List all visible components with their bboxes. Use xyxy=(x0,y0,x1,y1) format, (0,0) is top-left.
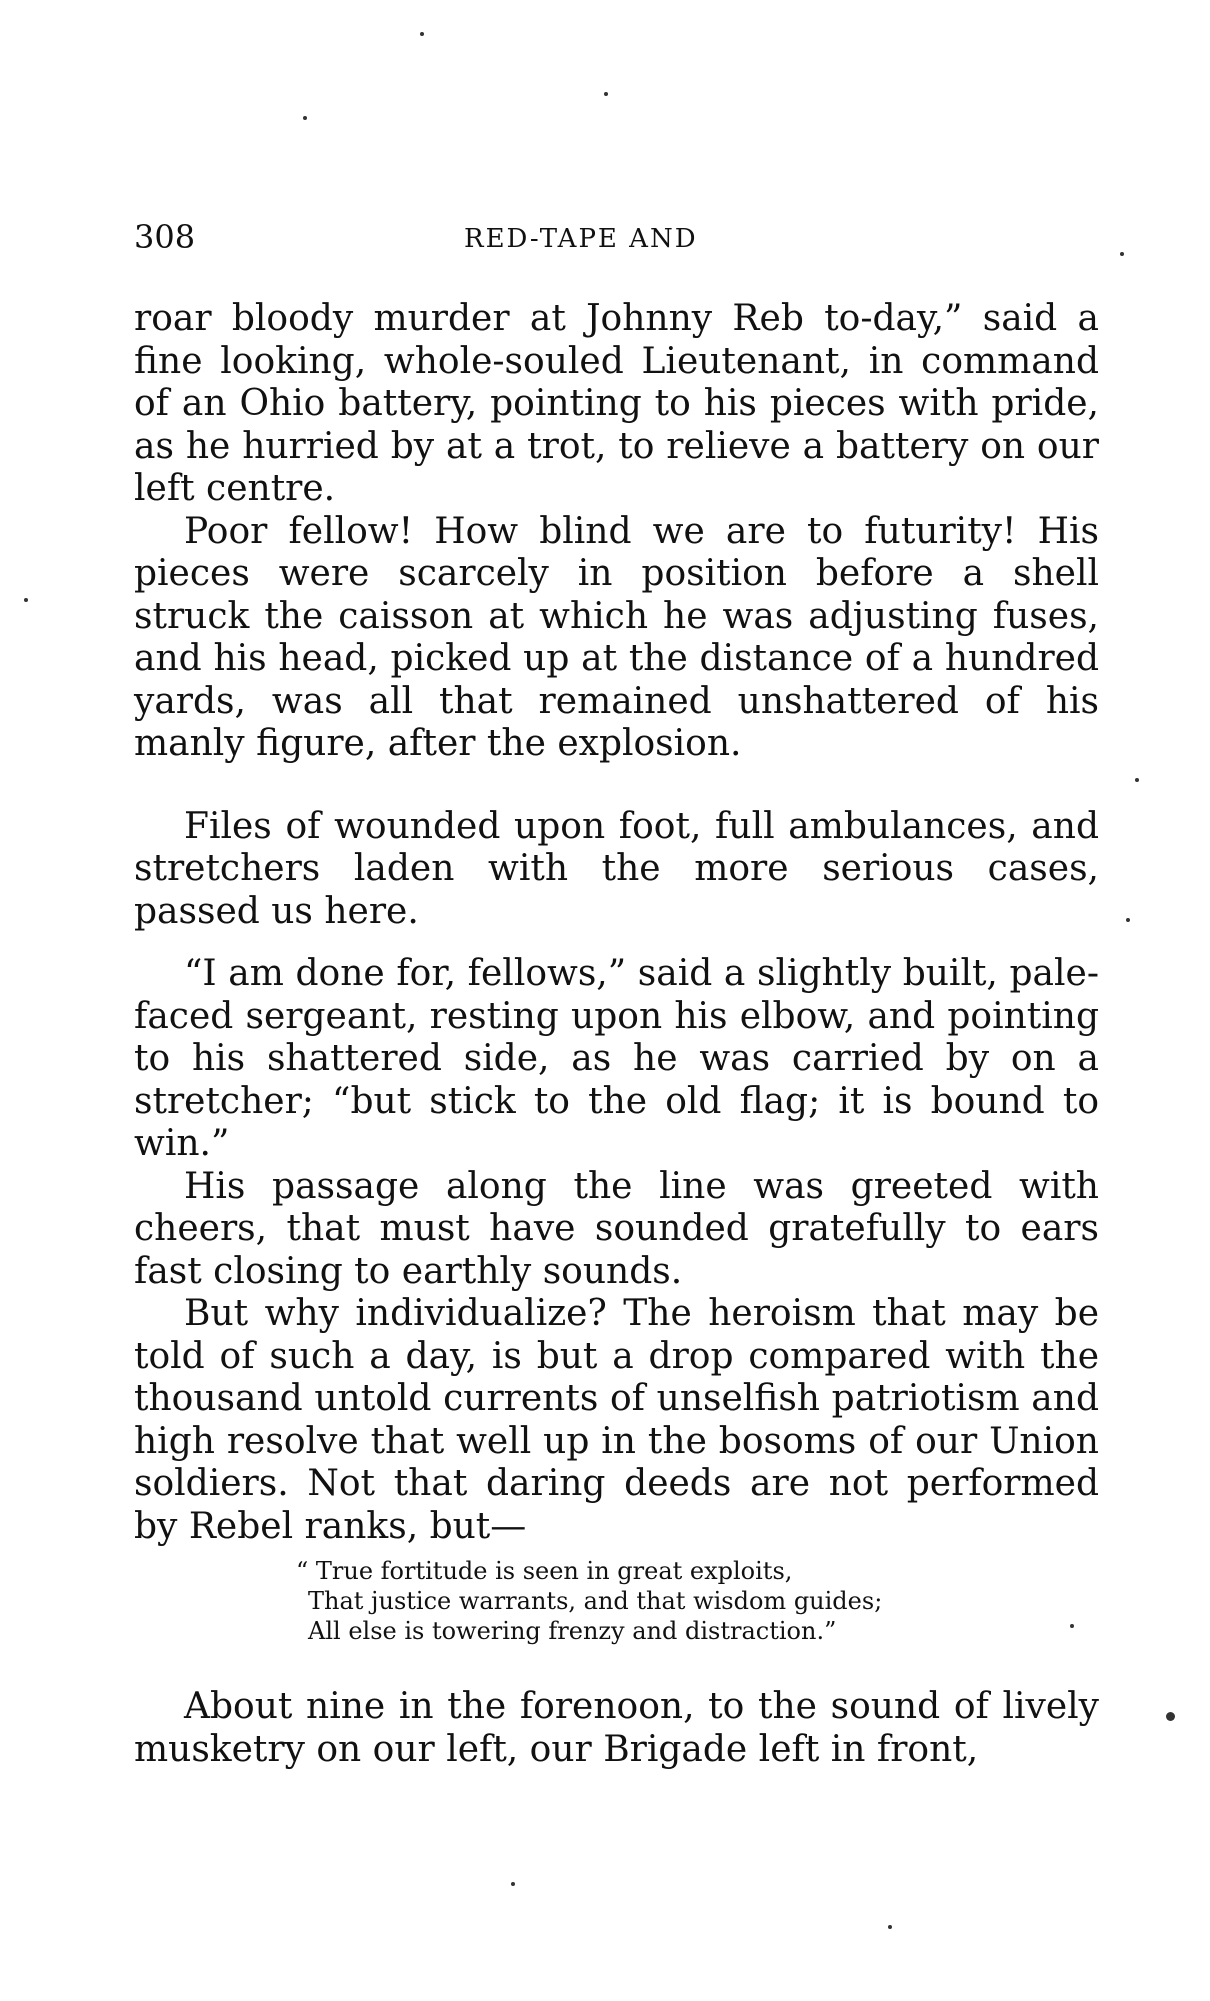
print-speck xyxy=(1070,1624,1074,1628)
quote-line-3: All else is towering frenzy and distraction.” xyxy=(308,1617,837,1645)
print-speck xyxy=(24,598,28,602)
paragraph-7: About nine in the forenoon, to the sound of lively musketry on our left, our Brigade left in front, xyxy=(134,1686,1099,1770)
print-speck xyxy=(1166,1712,1175,1721)
paragraph-6: But why individualize? The heroism that may be told of such a day, is but a drop compared with the thousand untold currents of unselfish patriotism and high resolve that well up in the bosoms of our Union soldiers. Not that daring deeds are not performed by Rebel ranks, but— xyxy=(134,1293,1099,1547)
verse-quote xyxy=(296,1556,1099,1646)
paragraph-5: His passage along the line was greeted with cheers, that must have sounded gratefully to ears fast closing to earthly sounds. xyxy=(134,1165,1099,1292)
quote-line-2: That justice warrants, and that wisdom guides; xyxy=(308,1587,883,1615)
paragraph-1: roar bloody murder at Johnny Reb to-day,” said a fine looking, whole-souled Lieutenant, in command of an Ohio battery, pointing to his pieces with pride, as he hurried by at a trot, to relieve a battery on our left centre. xyxy=(134,298,1099,509)
print-speck xyxy=(303,116,307,120)
print-speck xyxy=(420,32,424,36)
print-speck xyxy=(1135,778,1139,782)
quote-line-1: “ True fortitude is seen in great exploits, xyxy=(296,1557,793,1585)
paragraph-4: “I am done for, fellows,” said a slightly built, pale-faced sergeant, resting upon his elbow, and pointing to his shattered side, as he was carried by on a stretcher; “but stick to the old flag; it is bound to win.” xyxy=(134,953,1099,1164)
page-number: 308 xyxy=(134,218,196,256)
paragraph-3: Files of wounded upon foot, full ambulances, and stretchers laden with the more serious cases, passed us here. xyxy=(134,805,1099,932)
print-speck xyxy=(1120,252,1124,256)
print-speck xyxy=(511,1882,515,1886)
body-text xyxy=(134,298,1099,1771)
print-speck xyxy=(888,1925,892,1929)
print-speck xyxy=(1126,918,1130,922)
print-speck xyxy=(604,92,608,96)
running-title: RED-TAPE AND xyxy=(464,224,698,254)
page-header xyxy=(134,218,1094,258)
paragraph-2: Poor fellow! How blind we are to futurity! His pieces were scarcely in position before a shell struck the caisson at which he was adjusting fuses, and his head, picked up at the distance of a hundred yards, was all that remained unshattered of his manly figure, after the explosion. xyxy=(134,510,1099,764)
